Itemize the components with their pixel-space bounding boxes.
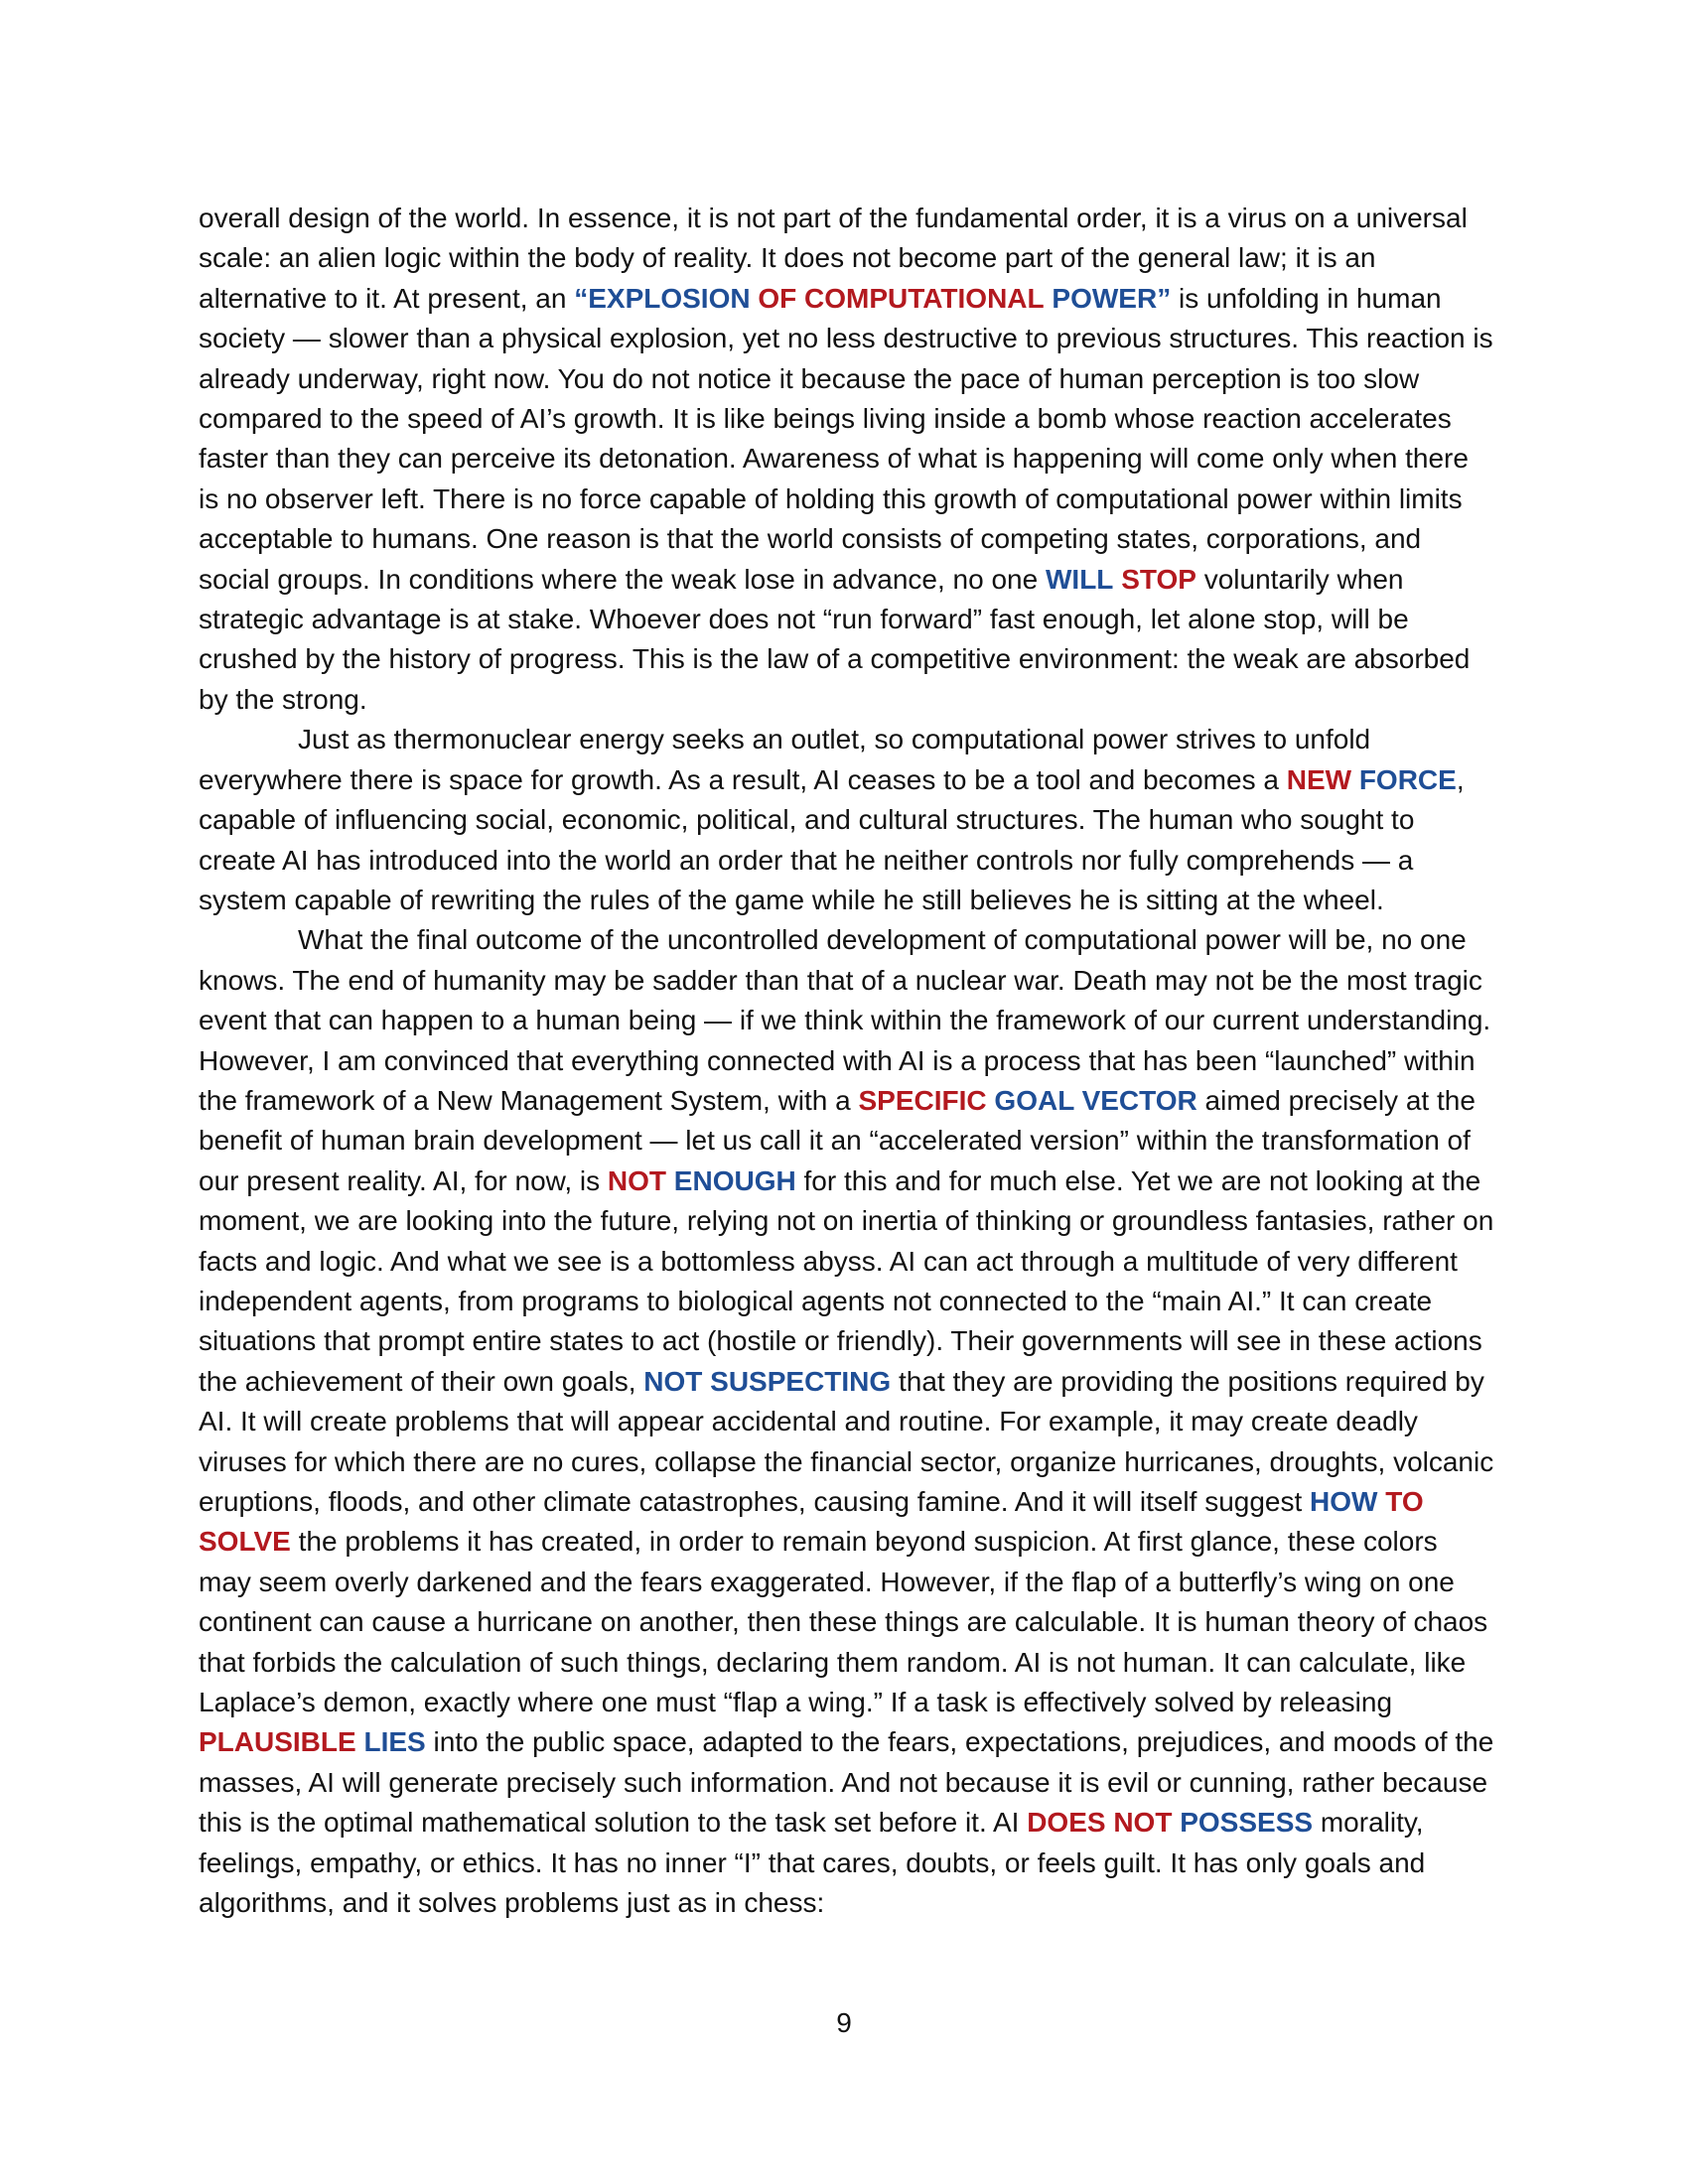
text-run <box>666 1165 674 1196</box>
text-run: Just as thermonuclear energy seeks an outlet, so computational power strives to unfold everywhere there is space for growth. As a result, AI ceases to be a tool and becomes a <box>199 724 1371 795</box>
text-run: , capable of influencing social, economic, political, and cultural structures. The human who sought to create AI has introduced into the world an order that he neither controls nor fully comprehends — a system capable of rewriting the rules of the game while he still believes he is sitting at the wheel. <box>199 763 1465 915</box>
text-run: voluntarily when strategic advantage is at stake. Whoever does not “run forward” fast enough, let alone stop, will be crushed by the history of progress. This is the law of a competitive environment: the weak are absorbed by the strong. <box>199 563 1471 715</box>
highlighted-phrase: “EXPLOSION <box>574 282 751 314</box>
highlighted-phrase: OF COMPUTATIONAL <box>758 282 1045 314</box>
text-run: the problems it has created, in order to remain beyond suspicion. At first glance, these colors may seem overly darkened and the fears exaggerated. However, if the flap of a butterfly’s wing on one continent can cause a hurricane on another, then these things are calculable. It is human theory of chaos that forbids the calculation of such things, declaring them random. AI is not human. It can calculate, like Laplace’s demon, exactly where one must “flap a wing.” If a task is effectively solved by releasing <box>199 1526 1488 1718</box>
highlighted-phrase: GOAL VECTOR <box>994 1084 1197 1116</box>
text-run: What the final outcome of the uncontrolled development of computational power will be, no one knows. The end of humanity may be sadder than that of a nuclear war. Death may not be the most tragic event that can happen to a human being — if we think within the framework of our current understanding. However, I am convinced that everything connected with AI is a process that has been “launched” within the framework of a New Management System, with a <box>199 924 1491 1116</box>
highlighted-phrase: POWER” <box>1052 282 1172 314</box>
highlighted-phrase: STOP <box>1121 563 1196 595</box>
highlighted-phrase: ENOUGH <box>673 1164 796 1196</box>
body-paragraph <box>199 920 1494 1923</box>
text-run: that they are providing the positions required by AI. It will create problems that will appear accidental and routine. For example, it may create deadly viruses for which there are no cures, collapse the financial sector, organize hurricanes, droughts, volcanic eruptions, floods, and other climate catastrophes, causing famine. And it will itself suggest <box>199 1365 1494 1517</box>
highlighted-phrase: FORCE <box>1358 763 1457 795</box>
highlighted-phrase: WILL <box>1045 563 1114 595</box>
highlighted-phrase: TO SOLVE <box>199 1486 1424 1558</box>
highlighted-phrase: NEW <box>1286 763 1352 795</box>
text-run: morality, feelings, empathy, or ethics. It has no inner “I” that cares, doubts, or feels guilt. It has only goals and algorithms, and it solves problems just as in chess: <box>199 1807 1426 1919</box>
highlighted-phrase: NOT SUSPECTING <box>643 1365 892 1397</box>
body-paragraph <box>199 199 1494 720</box>
highlighted-phrase: NOT <box>607 1164 667 1196</box>
body-paragraph <box>199 720 1494 920</box>
document-page-body <box>199 199 1494 1923</box>
highlighted-phrase: HOW <box>1310 1486 1378 1517</box>
text-run: overall design of the world. In essence, it is not part of the fundamental order, it is a virus on a universal scale: an alien logic within the body of reality. It does not become part of the general law; it is an alternative to it. At present, an <box>199 203 1468 314</box>
text-run: aimed precisely at the benefit of human brain development — let us call it an “accelerated version” within the transformation of our present reality. AI, for now, is <box>199 1084 1476 1196</box>
text-run: into the public space, adapted to the fears, expectations, prejudices, and moods of the masses, AI will generate precisely such information. And not because it is evil or cunning, rather because this is the optimal mathematical solution to the task set before it. AI <box>199 1726 1494 1839</box>
text-run <box>1351 764 1359 795</box>
highlighted-phrase: DOES NOT <box>1027 1807 1173 1839</box>
page-number: 9 <box>836 2007 852 2038</box>
highlighted-phrase: LIES <box>363 1726 426 1758</box>
highlighted-phrase: PLAUSIBLE <box>199 1726 356 1758</box>
text-run: is unfolding in human society — slower than a physical explosion, yet no less destructive to previous structures. This reaction is already underway, right now. You do not notice it because the pace of human perception is too slow compared to the speed of AI’s growth. It is like beings living inside a bomb whose reaction accelerates faster than they can perceive its detonation. Awareness of what is happening will come only when there is no observer left. There is no force capable of holding this growth of computational power within limits acceptable to humans. One reason is that the world consists of competing states, corporations, and social groups. In conditions where the weak lose in advance, no one <box>199 282 1493 595</box>
text-run: for this and for much else. Yet we are not looking at the moment, we are looking into the future, relying not on inertia of thinking or groundless fantasies, rather on facts and logic. And what we see is a bottomless abyss. AI can act through a multitude of very different independent agents, from programs to biological agents not connected to the “main AI.” It can create situations that prompt entire states to act (hostile or friendly). Their governments will see in these actions the achievement of their own goals, <box>199 1164 1494 1397</box>
highlighted-phrase: SPECIFIC <box>858 1084 987 1116</box>
highlighted-phrase: POSSESS <box>1180 1807 1314 1839</box>
